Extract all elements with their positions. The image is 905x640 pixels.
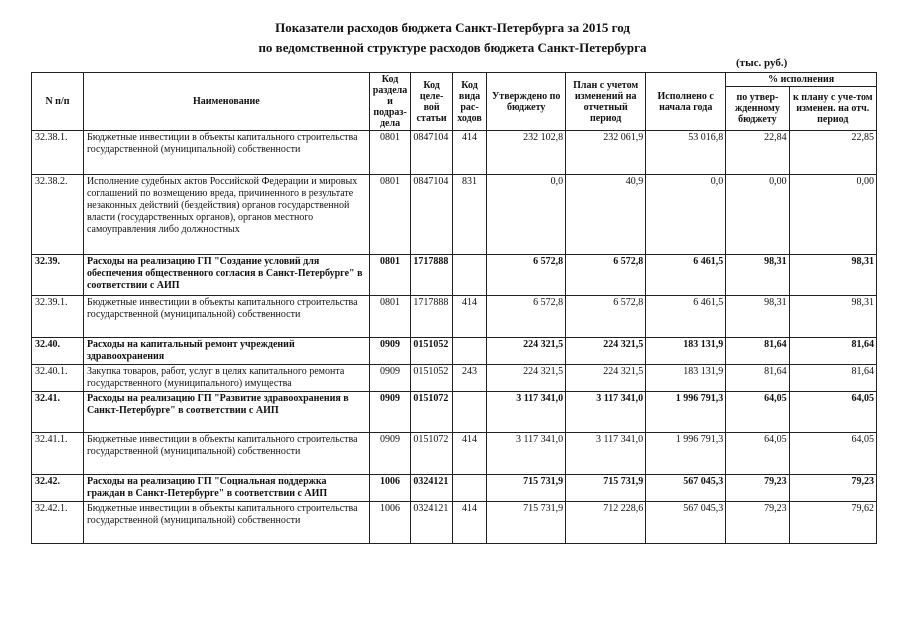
header-executed: Исполнено с начала года [646,73,726,131]
cell-vid: 831 [452,175,486,255]
cell-vid [452,392,486,433]
cell-name: Расходы на реализацию ГП "Развитие здравоохранения в Санкт-Петербурге" в соответствии с АИП [83,392,369,433]
cell-approved: 224 321,5 [487,338,566,365]
cell-pct-plan: 81,64 [789,365,876,392]
header-razdel: Код раздела и подраз-дела [369,73,411,131]
cell-razdel: 1006 [369,475,411,502]
cell-pct-approved: 79,23 [726,502,789,544]
header-plan: План с учетом изменений на отчетный период [566,73,646,131]
cell-pct-approved: 98,31 [726,255,789,296]
cell-statya: 1717888 [411,296,453,338]
header-approved: Утверждено по бюджету [487,73,566,131]
cell-razdel: 0909 [369,338,411,365]
cell-executed: 1 996 791,3 [646,392,726,433]
cell-name: Расходы на реализацию ГП "Социальная поддержка граждан в Санкт-Петербурге" в соответствии с АИП [83,475,369,502]
cell-pct-plan: 98,31 [789,296,876,338]
cell-vid: 414 [452,433,486,475]
cell-approved: 6 572,8 [487,255,566,296]
cell-nn: 32.40.1. [32,365,84,392]
header-pct-approved: по утвер-жденному бюджету [726,87,789,131]
cell-nn: 32.42. [32,475,84,502]
header-statya: Код целе-вой статьи [411,73,453,131]
table-row [32,296,877,338]
cell-plan: 6 572,8 [566,255,646,296]
cell-statya: 1717888 [411,255,453,296]
cell-executed: 53 016,8 [646,131,726,175]
cell-name: Исполнение судебных актов Российской Федерации и мировых соглашений по возмещению вреда, причиненного в результате незаконных действий (бездействия) органов государственной власти (государственных органов), органов местного самоуправления либо должностных [83,175,369,255]
cell-plan: 232 061,9 [566,131,646,175]
document-title-line-2: по ведомственной структуре расходов бюджета Санкт-Петербурга [258,40,647,55]
cell-statya: 0847104 [411,175,453,255]
cell-pct-approved: 81,64 [726,365,789,392]
cell-plan: 224 321,5 [566,365,646,392]
cell-razdel: 0909 [369,365,411,392]
cell-vid: 243 [452,365,486,392]
cell-approved: 3 117 341,0 [487,392,566,433]
cell-plan: 40,9 [566,175,646,255]
table-body [32,131,877,544]
cell-razdel: 0909 [369,392,411,433]
cell-name: Бюджетные инвестиции в объекты капитального строительства государственной (муниципальной) собственности [83,502,369,544]
cell-nn: 32.38.2. [32,175,84,255]
table-row [32,365,877,392]
table-row [32,255,877,296]
cell-name: Расходы на капитальный ремонт учреждений здравоохранения [83,338,369,365]
cell-approved: 0,0 [487,175,566,255]
cell-approved: 232 102,8 [487,131,566,175]
cell-plan: 3 117 341,0 [566,433,646,475]
table-row [32,433,877,475]
cell-pct-plan: 79,62 [789,502,876,544]
cell-vid: 414 [452,131,486,175]
table-row [32,338,877,365]
cell-pct-plan: 0,00 [789,175,876,255]
cell-name: Бюджетные инвестиции в объекты капитального строительства государственной (муниципальной) собственности [83,296,369,338]
header-vid: Код вида рас-ходов [452,73,486,131]
table-row [32,475,877,502]
table-row [32,131,877,175]
cell-vid: 414 [452,296,486,338]
cell-executed: 567 045,3 [646,502,726,544]
cell-plan: 3 117 341,0 [566,392,646,433]
cell-name: Бюджетные инвестиции в объекты капитального строительства государственной (муниципальной) собственности [83,131,369,175]
cell-vid: 414 [452,502,486,544]
table-row [32,392,877,433]
document-title-line-1: Показатели расходов бюджета Санкт-Петербурга за 2015 год [275,20,630,35]
cell-pct-plan: 64,05 [789,433,876,475]
cell-plan: 6 572,8 [566,296,646,338]
cell-approved: 224 321,5 [487,365,566,392]
header-percent-group: % исполнения [726,73,877,87]
cell-statya: 0324121 [411,475,453,502]
header-nn: N п/п [32,73,84,131]
cell-nn: 32.41. [32,392,84,433]
units-note: (тыс. руб.) [736,57,788,69]
cell-pct-approved: 64,05 [726,433,789,475]
cell-pct-approved: 22,84 [726,131,789,175]
cell-plan: 715 731,9 [566,475,646,502]
cell-statya: 0324121 [411,502,453,544]
cell-approved: 6 572,8 [487,296,566,338]
cell-pct-approved: 81,64 [726,338,789,365]
cell-nn: 32.39. [32,255,84,296]
table-row [32,502,877,544]
cell-executed: 1 996 791,3 [646,433,726,475]
cell-statya: 0151052 [411,365,453,392]
cell-executed: 183 131,9 [646,365,726,392]
cell-executed: 6 461,5 [646,296,726,338]
cell-vid [452,338,486,365]
cell-razdel: 1006 [369,502,411,544]
table-header [32,73,877,131]
cell-razdel: 0801 [369,131,411,175]
cell-razdel: 0801 [369,175,411,255]
cell-razdel: 0801 [369,255,411,296]
cell-executed: 6 461,5 [646,255,726,296]
cell-nn: 32.42.1. [32,502,84,544]
cell-approved: 3 117 341,0 [487,433,566,475]
cell-vid [452,475,486,502]
header-pct-plan: к плану с уче-том изменен. на отч. период [789,87,876,131]
cell-nn: 32.38.1. [32,131,84,175]
cell-executed: 0,0 [646,175,726,255]
cell-statya: 0151072 [411,433,453,475]
cell-razdel: 0801 [369,296,411,338]
cell-statya: 0847104 [411,131,453,175]
cell-nn: 32.41.1. [32,433,84,475]
cell-vid [452,255,486,296]
table-row [32,175,877,255]
cell-razdel: 0909 [369,433,411,475]
cell-pct-approved: 98,31 [726,296,789,338]
cell-approved: 715 731,9 [487,475,566,502]
cell-statya: 0151072 [411,392,453,433]
cell-name: Бюджетные инвестиции в объекты капитального строительства государственной (муниципальной) собственности [83,433,369,475]
cell-name: Расходы на реализацию ГП "Создание условий для обеспечения общественного согласия в Санкт-Петербурге" в соответствии с АИП [83,255,369,296]
cell-executed: 183 131,9 [646,338,726,365]
cell-name: Закупка товаров, работ, услуг в целях капитального ремонта государственного (муниципального) имущества [83,365,369,392]
cell-pct-plan: 64,05 [789,392,876,433]
cell-pct-approved: 64,05 [726,392,789,433]
cell-statya: 0151052 [411,338,453,365]
cell-executed: 567 045,3 [646,475,726,502]
header-name: Наименование [83,73,369,131]
cell-plan: 712 228,6 [566,502,646,544]
cell-plan: 224 321,5 [566,338,646,365]
cell-pct-plan: 81,64 [789,338,876,365]
cell-approved: 715 731,9 [487,502,566,544]
cell-pct-approved: 79,23 [726,475,789,502]
cell-pct-plan: 98,31 [789,255,876,296]
cell-pct-approved: 0,00 [726,175,789,255]
expenditure-table [31,72,877,544]
cell-pct-plan: 79,23 [789,475,876,502]
cell-nn: 32.39.1. [32,296,84,338]
cell-pct-plan: 22,85 [789,131,876,175]
cell-nn: 32.40. [32,338,84,365]
